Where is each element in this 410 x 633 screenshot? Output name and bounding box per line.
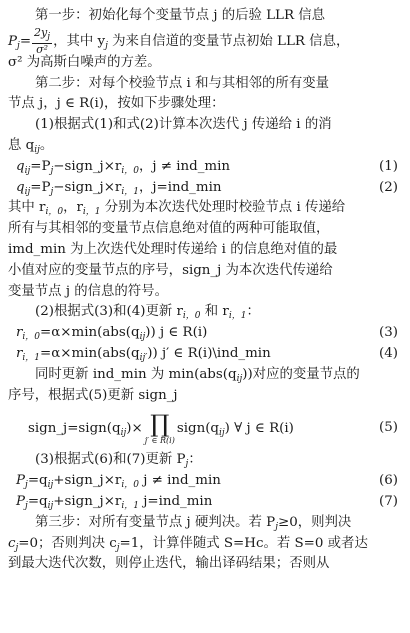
equation-number: (6) [379,473,398,489]
sub: i，1 [22,352,41,363]
text: )× [126,420,143,436]
sub: j [25,480,28,491]
text: sign(q [176,420,219,436]
text: 第二步：对每个校验节点 i 和与其相邻的所有变量 [35,75,329,91]
text: r [16,325,23,341]
step1-line [8,6,402,27]
sub: i，0 [22,332,41,343]
eq-body [16,157,230,178]
text: ，j=ind_min [138,179,222,195]
sub: ij [236,373,243,384]
equation-1 [8,157,402,178]
text: 分别为本次迭代处理时校验节点 i 传递给 [100,200,346,216]
text: ，r [63,200,83,216]
sub: i，0 [121,165,139,176]
text: +sign_j×r [53,493,122,509]
sub: i，0 [45,207,64,218]
text: 小值对应的变量节点的序号，sign_j 为本次迭代传递给 [8,262,333,278]
text: 序号，根据式(5)更新 sign_j [8,387,178,403]
text: 到最大迭代次数，则停止迭代，输出译码结果；否则从 [8,556,330,572]
sub: ij [34,144,40,155]
text: r [16,345,23,361]
step3-line-2 [8,534,402,555]
sub: i，1 [228,311,247,322]
text: ，j ≠ ind_min [138,158,230,174]
product-symbol: ∏ [150,409,170,438]
equation-number: (3) [379,325,398,341]
llr-init-line [8,25,402,56]
text: q [16,158,25,174]
equation-number: (1) [379,158,398,174]
sub: ij′ [139,352,148,363]
sub: ij [47,500,54,511]
sub: j [17,40,20,51]
substep1-line [8,115,402,136]
equation-6 [8,471,402,492]
text: P [16,493,26,509]
text: 第三步：对所有变量节点 j 硬判决。若 P [35,514,276,530]
text: (1)根据式(1)和式(2)计算本次迭代 j 传递给 i 的消 [35,117,332,133]
sub: j [50,165,54,176]
equation-7 [8,492,402,513]
equation-number: (2) [379,179,398,195]
eq-body [16,178,221,199]
text: sign_j=sign(q [28,420,121,436]
sub: i，1 [121,186,139,197]
sub: j [25,500,28,511]
text: 同时更新 ind_min 为 min(abs(q [35,366,237,382]
text: 2y [34,25,48,39]
eq-body [16,323,207,344]
text: ≥0，则判决 [277,514,352,530]
step2-line-2 [8,94,402,115]
equation-number: (7) [379,493,398,509]
text: =P [30,179,51,195]
text: =q [27,473,48,489]
substep1-line-2: 息 $q_{ij}$。 [8,137,54,155]
text: 所有与其相邻的变量节点信息绝对值的两种可能取值， [8,221,330,237]
where-line-5 [8,282,402,303]
text: =1，计算伴随式 S=Hc。若 S=0 或者达 [119,535,368,551]
sigma-line [8,53,402,74]
text: 变量节点 j 的信息的符号。 [8,283,168,299]
text: −sign_j×r [53,158,122,174]
text: c [8,535,16,551]
equation-5 [8,406,402,450]
text: j ≠ ind_min [138,473,221,489]
sub: j [185,459,189,470]
step2-line [8,74,402,95]
eq-body [28,409,294,445]
text: P [16,473,26,489]
sub: ij [219,427,225,438]
text: j=ind_min [138,493,213,509]
equation-4 [8,344,402,365]
update-line [8,365,402,386]
sub: ij [139,332,146,343]
sub: i，0 [182,311,201,322]
text: =α×min(abs(q [40,325,140,341]
sub: ij [120,427,127,438]
sub: i，0 [121,480,139,491]
text: q [16,179,25,195]
eq-body [16,492,212,513]
eq-body [16,344,271,365]
text: (2)根据式(3)和(4)更新 r [35,304,183,320]
sub: j [275,521,278,532]
product-limit: j′ ∈ R(i) [144,435,175,445]
text: 息 q [8,137,35,153]
equation-number: (5) [379,419,398,435]
text: ： [246,304,260,320]
text: (3)根据式(6)和(7)更新 P [35,452,186,468]
where-line-2 [8,219,402,240]
equation-number: (4) [379,345,398,361]
sub: i，1 [121,500,139,511]
text: 为来自信道的变量节点初始 LLR 信息， [107,33,350,49]
text: imd_min 为上次迭代处理时传递给 i 的信息绝对值的最 [8,241,338,257]
step3-line [8,513,402,534]
sub: ij [47,480,54,491]
text: 节点 j，j ∈ R(i)，按如下步骤处理： [8,96,225,112]
text: ) ∀ j ∈ R(i) [224,420,294,436]
sub: j [50,186,54,197]
frac-den: σ² [36,42,49,56]
substep2-line [8,302,402,323]
sub: j [47,31,51,42]
product-operator [144,409,175,445]
text: ： [188,452,202,468]
step3-line-3 [8,554,402,575]
sub: i，1 [82,207,101,218]
where-line [8,198,402,219]
text: σ² 为高斯白噪声的方差。 [8,54,161,70]
frac-num [32,27,52,44]
where-line-3 [8,240,402,261]
sub: j [15,542,19,553]
text: =P [30,158,51,174]
text: =q [27,493,48,509]
text: = [19,33,32,49]
text: 第一步：初始化每个变量节点 j 的后验 LLR 信息 [35,8,326,23]
where-line-4 [8,261,402,282]
text: ，其中 y [53,33,106,49]
sub: j [116,542,120,553]
text: +sign_j×r [53,473,122,489]
var-P: P [8,33,18,49]
sub: j [105,40,108,51]
substep3-line [8,450,402,471]
eq-body [16,471,221,492]
text: ))对应的变量节点的 [242,366,360,382]
sub: ij [24,165,31,176]
equation-2 [8,178,402,199]
text: 和 r [200,304,229,320]
fraction [32,27,52,56]
text: −sign_j×r [53,179,122,195]
text: =0；否则判决 c [18,535,117,551]
update-line-2 [8,386,402,407]
text: 其中 r [8,200,46,216]
sub: ij [24,186,31,197]
equation-3 [8,323,402,344]
text: =α×min(abs(q [40,345,140,361]
text: )) j ∈ R(i) [145,325,208,341]
text: )) j′ ∈ R(i)\ind_min [147,345,271,361]
